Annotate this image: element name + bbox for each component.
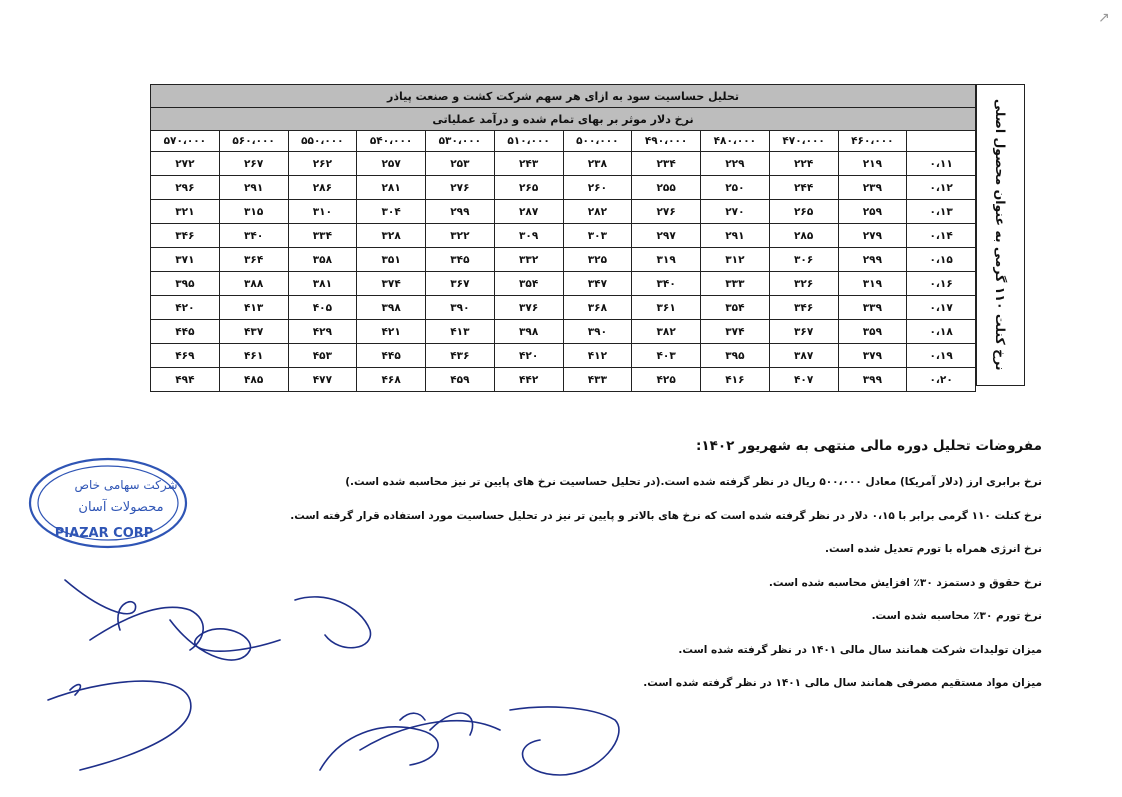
table-cell: ۳۹۸ <box>494 320 563 344</box>
column-header: ۵۶۰،۰۰۰ <box>219 131 288 152</box>
table-row <box>151 344 976 368</box>
table-cell: ۳۰۴ <box>357 200 426 224</box>
row-label: ۰،۱۵ <box>907 248 976 272</box>
table-cell: ۲۹۶ <box>151 176 220 200</box>
table-cell: ۳۶۷ <box>769 320 838 344</box>
side-label-cell <box>976 84 1025 386</box>
row-label: ۰،۱۷ <box>907 296 976 320</box>
table-cell: ۴۲۰ <box>494 344 563 368</box>
table-cell: ۲۹۷ <box>632 224 701 248</box>
table-cell: ۲۹۱ <box>219 176 288 200</box>
table-cell: ۴۱۶ <box>701 368 770 392</box>
table-cell: ۲۷۶ <box>426 176 495 200</box>
table-cell: ۲۵۷ <box>357 152 426 176</box>
table-cell: ۳۹۰ <box>426 296 495 320</box>
table-cell: ۳۶۸ <box>563 296 632 320</box>
table-row <box>151 320 976 344</box>
sensitivity-table-block <box>150 84 1025 386</box>
table-cell: ۴۷۷ <box>288 368 357 392</box>
table-cell: ۳۱۹ <box>632 248 701 272</box>
table-cell: ۴۹۴ <box>151 368 220 392</box>
table-cell: ۲۶۵ <box>769 200 838 224</box>
handwritten-signatures <box>40 560 640 793</box>
table-cell: ۴۶۸ <box>357 368 426 392</box>
table-cell: ۲۸۲ <box>563 200 632 224</box>
signatures <box>40 560 640 793</box>
table-cell: ۲۶۷ <box>219 152 288 176</box>
table-cell: ۳۳۴ <box>288 224 357 248</box>
assumption-item: میزان مواد مستقیم مصرفی همانند سال مالی ۱۴۰۱ در نظر گرفته شده است. <box>643 677 1042 689</box>
table-cell: ۴۰۵ <box>288 296 357 320</box>
table-cell: ۲۷۶ <box>632 200 701 224</box>
table-cell: ۴۵۹ <box>426 368 495 392</box>
table-cell: ۳۸۲ <box>632 320 701 344</box>
table-cell: ۲۳۹ <box>838 176 907 200</box>
table-title-row <box>151 85 976 108</box>
row-label: ۰،۱۶ <box>907 272 976 296</box>
table-cell: ۳۵۴ <box>494 272 563 296</box>
table-cell: ۳۰۹ <box>494 224 563 248</box>
sensitivity-table <box>150 84 976 392</box>
table-cell: ۲۷۰ <box>701 200 770 224</box>
table-cell: ۳۷۹ <box>838 344 907 368</box>
table-cell: ۴۵۳ <box>288 344 357 368</box>
table-cell: ۲۶۲ <box>288 152 357 176</box>
table-cell: ۳۷۴ <box>701 320 770 344</box>
row-label: ۰،۱۱ <box>907 152 976 176</box>
table-cell: ۲۴۳ <box>494 152 563 176</box>
table-cell: ۳۶۴ <box>219 248 288 272</box>
table-cell: ۳۱۵ <box>219 200 288 224</box>
table-cell: ۲۸۵ <box>769 224 838 248</box>
table-cell: ۲۸۶ <box>288 176 357 200</box>
table-cell: ۴۱۲ <box>563 344 632 368</box>
table-cell: ۴۳۶ <box>426 344 495 368</box>
table-cell: ۳۲۸ <box>357 224 426 248</box>
table-cell: ۳۴۶ <box>151 224 220 248</box>
table-cell: ۲۴۴ <box>769 176 838 200</box>
table-cell: ۳۰۳ <box>563 224 632 248</box>
table-cell: ۴۲۹ <box>288 320 357 344</box>
table-cell: ۲۲۴ <box>769 152 838 176</box>
assumptions-title: مفروضات تحلیل دوره مالی منتهی به شهریور ۱۴۰۲: <box>695 438 1042 454</box>
table-cell: ۳۴۰ <box>632 272 701 296</box>
table-cell: ۳۹۸ <box>357 296 426 320</box>
column-header: ۵۴۰،۰۰۰ <box>357 131 426 152</box>
table-cell: ۲۱۹ <box>838 152 907 176</box>
table-cell: ۳۴۵ <box>426 248 495 272</box>
company-stamp <box>26 455 191 555</box>
table-cell: ۲۲۹ <box>701 152 770 176</box>
table-cell: ۳۱۹ <box>838 272 907 296</box>
column-header: ۵۵۰،۰۰۰ <box>288 131 357 152</box>
table-cell: ۳۷۱ <box>151 248 220 272</box>
table-cell: ۴۴۵ <box>357 344 426 368</box>
table-cell: ۳۲۱ <box>151 200 220 224</box>
table-cell: ۴۲۱ <box>357 320 426 344</box>
table-cell: ۳۵۸ <box>288 248 357 272</box>
table-cell: ۳۵۱ <box>357 248 426 272</box>
table-row <box>151 248 976 272</box>
assumption-item: نرخ برابری ارز (دلار آمریکا) معادل ۵۰۰،۰۰۰ ریال در نظر گرفته شده است.(در تحلیل حساسیت نرخ های پایین تر نیز محاسبه شده است.) <box>345 476 1042 488</box>
table-row <box>151 176 976 200</box>
table-cell: ۴۳۳ <box>563 368 632 392</box>
table-cell: ۲۷۹ <box>838 224 907 248</box>
table-row <box>151 368 976 392</box>
table-cell: ۲۶۵ <box>494 176 563 200</box>
table-cell: ۳۲۶ <box>769 272 838 296</box>
table-cell: ۳۴۰ <box>219 224 288 248</box>
table-cell: ۴۶۱ <box>219 344 288 368</box>
side-label-text: نرخ کنلت ۱۱۰ گرمی به عنوان محصول اصلی <box>993 99 1008 371</box>
table-cell: ۲۵۰ <box>701 176 770 200</box>
table-cell: ۳۶۱ <box>632 296 701 320</box>
row-label: ۰،۲۰ <box>907 368 976 392</box>
table-subtitle-row <box>151 108 976 131</box>
table-cell: ۲۹۱ <box>701 224 770 248</box>
table-cell: ۲۳۸ <box>563 152 632 176</box>
table-cell: ۴۲۵ <box>632 368 701 392</box>
table-cell: ۳۹۵ <box>151 272 220 296</box>
assumption-item: نرخ انرژی همراه با تورم تعدیل شده است. <box>824 543 1042 555</box>
table-cell: ۲۹۹ <box>838 248 907 272</box>
table-cell: ۴۴۲ <box>494 368 563 392</box>
table-cell: ۳۱۰ <box>288 200 357 224</box>
table-cell: ۴۶۹ <box>151 344 220 368</box>
column-header: ۵۳۰،۰۰۰ <box>426 131 495 152</box>
table-cell: ۴۱۳ <box>426 320 495 344</box>
table-title: تحلیل حساسیت سود به ازای هر سهم شرکت کشت و صنعت پیاذر <box>151 85 976 108</box>
assumption-item: میزان تولیدات شرکت همانند سال مالی ۱۴۰۱ در نظر گرفته شده است. <box>678 643 1042 656</box>
row-label: ۰،۱۴ <box>907 224 976 248</box>
table-cell: ۳۷۶ <box>494 296 563 320</box>
assumption-item: نرخ کنلت ۱۱۰ گرمی برابر با ۰،۱۵ دلار در نظر گرفته شده است که نرخ های بالاتر و پایین تر نیز در تحلیل حساسیت مورد استفاده قرار گرفته است. <box>290 509 1042 522</box>
assumption-item: نرخ حقوق و دستمزد ۳۰٪ افزایش محاسبه شده است. <box>768 576 1042 589</box>
table-cell: ۳۸۷ <box>769 344 838 368</box>
table-cell: ۳۹۰ <box>563 320 632 344</box>
table-cell: ۲۸۱ <box>357 176 426 200</box>
column-header-row <box>151 131 976 152</box>
table-cell: ۲۵۹ <box>838 200 907 224</box>
column-header: ۵۷۰،۰۰۰ <box>151 131 220 152</box>
table-cell: ۲۳۴ <box>632 152 701 176</box>
column-header: ۴۹۰،۰۰۰ <box>632 131 701 152</box>
table-cell: ۳۵۴ <box>701 296 770 320</box>
table-cell: ۳۲۵ <box>563 248 632 272</box>
column-header: ۴۷۰،۰۰۰ <box>769 131 838 152</box>
stamp-text-mid: محصولات آسان <box>78 500 164 515</box>
column-header: ۵۰۰،۰۰۰ <box>563 131 632 152</box>
table-cell: ۳۸۸ <box>219 272 288 296</box>
table-row <box>151 200 976 224</box>
table-row <box>151 272 976 296</box>
corner-cell <box>907 131 976 152</box>
stamp-text-top: شرکت سهامی خاص <box>74 478 178 492</box>
table-cell: ۳۶۷ <box>426 272 495 296</box>
table-cell: ۴۰۳ <box>632 344 701 368</box>
table-cell: ۳۴۷ <box>563 272 632 296</box>
table-cell: ۳۸۱ <box>288 272 357 296</box>
table-row <box>151 296 976 320</box>
table-cell: ۳۴۶ <box>769 296 838 320</box>
column-header: ۴۸۰،۰۰۰ <box>701 131 770 152</box>
table-cell: ۲۸۷ <box>494 200 563 224</box>
table-cell: ۴۳۷ <box>219 320 288 344</box>
table-cell: ۲۶۰ <box>563 176 632 200</box>
table-cell: ۴۲۰ <box>151 296 220 320</box>
table-subtitle: نرخ دلار موثر بر بهای تمام شده و درآمد عملیاتی <box>151 108 976 131</box>
row-label: ۰،۱۸ <box>907 320 976 344</box>
stamp-graphic <box>26 455 191 555</box>
table-cell: ۳۱۲ <box>701 248 770 272</box>
table-cell: ۴۸۵ <box>219 368 288 392</box>
table-cell: ۳۹۹ <box>838 368 907 392</box>
assumption-item: نرخ تورم ۳۰٪ محاسبه شده است. <box>871 610 1042 622</box>
table-cell: ۴۰۷ <box>769 368 838 392</box>
table-cell: ۳۳۹ <box>838 296 907 320</box>
table-cell: ۴۱۳ <box>219 296 288 320</box>
corner-mark: ↗ <box>1098 10 1110 26</box>
column-header: ۴۶۰،۰۰۰ <box>838 131 907 152</box>
row-label: ۰،۱۲ <box>907 176 976 200</box>
table-cell: ۳۳۳ <box>701 272 770 296</box>
table-row <box>151 152 976 176</box>
row-label: ۰،۱۳ <box>907 200 976 224</box>
table-cell: ۳۰۶ <box>769 248 838 272</box>
table-cell: ۳۳۲ <box>494 248 563 272</box>
stamp-text-bottom: PIAZAR CORP <box>54 526 154 541</box>
table-cell: ۲۵۵ <box>632 176 701 200</box>
row-label: ۰،۱۹ <box>907 344 976 368</box>
column-header: ۵۱۰،۰۰۰ <box>494 131 563 152</box>
table-cell: ۲۵۳ <box>426 152 495 176</box>
table-cell: ۳۷۴ <box>357 272 426 296</box>
table-cell: ۳۲۲ <box>426 224 495 248</box>
table-cell: ۴۴۵ <box>151 320 220 344</box>
table-cell: ۳۹۵ <box>701 344 770 368</box>
table-cell: ۲۷۲ <box>151 152 220 176</box>
table-cell: ۲۹۹ <box>426 200 495 224</box>
table-cell: ۳۵۹ <box>838 320 907 344</box>
table-row <box>151 224 976 248</box>
